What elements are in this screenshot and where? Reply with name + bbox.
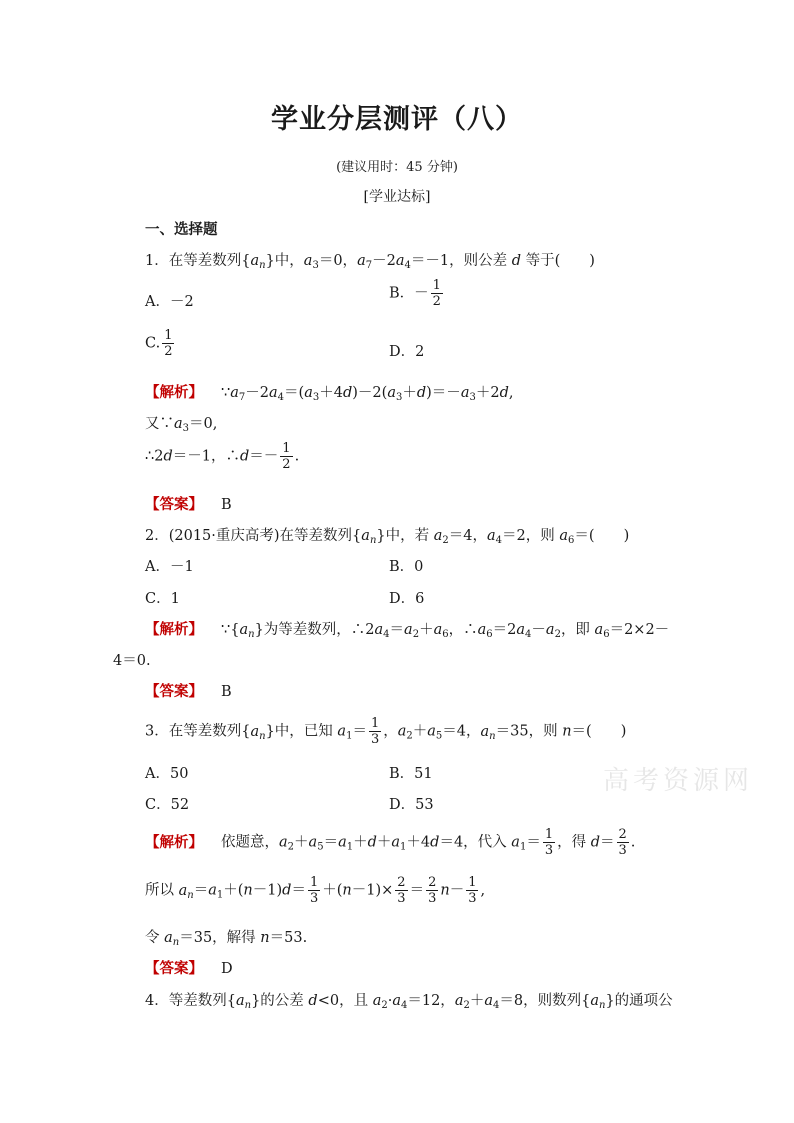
q2-solution-line-1: 【解析】 $\because\{a_n\}$为等差数列，$\therefore 2a_4=a_2+a_6$，$\therefore a_6=2a_4-a_2$，即 $a_6=2\times 2-$: [145, 622, 670, 640]
watermark: 高考资源网: [603, 766, 754, 796]
q3-solution-line-3: 令 $a_n=35$，解得 n＝53.: [145, 930, 308, 948]
question-1-stem: 1．在等差数列$\{a_n\}$中，$a_3=0$，$a_7-2a_4=-1$，则公差 d 等于( ): [145, 253, 595, 271]
q2-answer-value: B: [221, 684, 232, 700]
section-heading: 一、选择题: [145, 222, 218, 238]
q3-answer-value: D: [221, 961, 233, 977]
q3-option-c: C．52: [145, 797, 190, 813]
answer-label: 【答案】: [145, 497, 203, 513]
analysis-label: 【解析】: [145, 834, 203, 851]
q1-answer-value: B: [221, 497, 232, 513]
q3-option-d: D．53: [389, 797, 434, 813]
answer-label: 【答案】: [145, 684, 203, 700]
analysis-label: 【解析】: [145, 622, 203, 638]
section-tag: [学业达标]: [363, 189, 431, 205]
q1-solution-line-2: 又$\because a_3=0$,: [145, 416, 218, 434]
q1-option-b: B．－ $\frac{1}{2}$: [389, 278, 441, 309]
q3-option-b: B．51: [389, 766, 433, 782]
q1-answer: [145, 493, 232, 514]
q2-option-d: D．6: [389, 591, 425, 607]
q2-answer: [145, 680, 232, 701]
q3-answer: [145, 957, 233, 978]
question-4-stem: 4．等差数列$\{a_n\}$的公差 d<0，且 $a_2\cdot a_4=12$，$a_2+a_4=8$，则数列$\{a_n\}$的通项公: [145, 993, 673, 1011]
q2-option-c: C．1: [145, 591, 180, 607]
question-2-stem: 2．(2015·重庆高考)在等差数列$\{a_n\}$中，若 $a_2=4$，$a_4=2$，则 $a_6=$( ): [145, 528, 630, 546]
q3-solution-line-1: 【解析】 依题意，$a_2+a_5=a_1+d+a_1+4d=4$，代入 $a_1=$ $\frac{1}{3}$ ，得 d＝ $\frac{2}{3}$ .: [145, 827, 636, 858]
q2-solution-line-2: 4＝0.: [113, 653, 151, 669]
q2-option-b: B．0: [389, 559, 424, 575]
q1-solution-line-3: ∴2d＝－1，∴d＝－ $\frac{1}{2}$ .: [145, 441, 300, 472]
q1-solution-line-1: 【解析】 $\because a_7-2a_4=(a_3+4d)-2(a_3+d)=-a_3+2d$,: [145, 385, 514, 403]
q1-option-d: D．2: [389, 344, 425, 360]
q1-option-a: A．－2: [145, 294, 194, 310]
answer-label: 【答案】: [145, 961, 203, 977]
time-suggestion: (建议用时：45 分钟): [336, 160, 458, 175]
q3-solution-line-2: 所以 $a_n=a_1+(n-1)d=$ $\frac{1}{3}$ ＋(n－1)× $\frac{2}{3}$ ＝ $\frac{2}{3}$ n－ $\frac{1}{3}$ ,: [145, 875, 486, 906]
q1-option-c: C. $\frac{1}{2}$: [145, 328, 173, 359]
question-3-stem: 3．在等差数列$\{a_n\}$中，已知 $a_1=$ $\frac{1}{3}$ ，$a_2+a_5=4$，$a_n=35$，则 n＝( ): [145, 716, 627, 747]
analysis-label: 【解析】: [145, 385, 203, 401]
q3-option-a: A．50: [145, 766, 189, 782]
page-title: 学业分层测评（八）: [271, 104, 523, 135]
q2-option-a: A．－1: [145, 559, 194, 575]
